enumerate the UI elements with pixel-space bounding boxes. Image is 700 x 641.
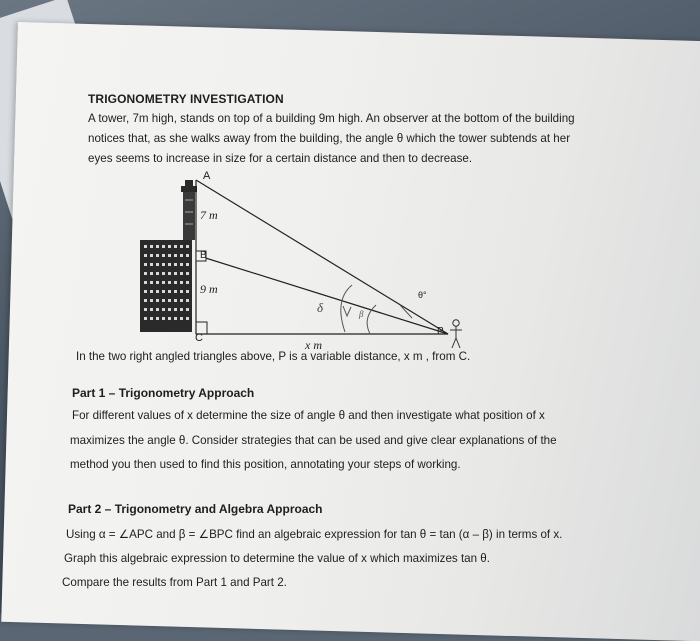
beta-label: β: [359, 309, 364, 319]
part1-line-3: method you then used to find this position, annotating your steps of working.: [70, 458, 461, 471]
building-block: [140, 240, 192, 332]
label-b: B: [200, 250, 207, 261]
part1-heading: Part 1 – Trigonometry Approach: [72, 386, 255, 400]
intro-line-2: notices that, as she walks away from the building, the angle θ which the tower subtends at her: [88, 132, 571, 145]
part2-heading: Part 2 – Trigonometry and Algebra Approach: [68, 502, 323, 516]
arc-arrow: [343, 306, 351, 316]
distance-label: x m: [305, 338, 322, 352]
tower-shape: [181, 180, 197, 240]
line-bp: [196, 255, 448, 334]
part1-line-2: maximizes the angle θ. Consider strategies that can be used and give clear explanations of the: [70, 434, 557, 447]
label-p: P: [437, 326, 444, 337]
label-c: C: [195, 332, 203, 344]
delta-label: δ: [317, 300, 324, 315]
theta-label: θ°: [418, 290, 427, 300]
intro-line-1: A tower, 7m high, stands on top of a building 9m high. An observer at the bottom of the building: [88, 112, 575, 125]
worksheet-title: TRIGONOMETRY INVESTIGATION: [88, 92, 284, 106]
part2-line-3: Compare the results from Part 1 and Part 2.: [62, 576, 287, 589]
part1-line-1: For different values of x determine the size of angle θ and then investigate what position of x: [72, 409, 545, 422]
tower-height-label: 7 m: [200, 208, 218, 222]
building-height-label: 9 m: [200, 282, 218, 296]
intro-line-3: eyes seems to increase in size for a certain distance and then to decrease.: [88, 152, 473, 165]
observer-figure: [450, 320, 462, 348]
diagram-caption: In the two right angled triangles above, P is a variable distance, x m , from C.: [76, 350, 471, 363]
label-a: A: [203, 170, 211, 182]
part2-line-1: Using α = ∠APC and β = ∠BPC find an algebraic expression for tan θ = tan (α – β) in terms of x.: [66, 528, 563, 541]
part2-line-2: Graph this algebraic expression to determine the value of x which maximizes tan θ.: [64, 552, 490, 565]
